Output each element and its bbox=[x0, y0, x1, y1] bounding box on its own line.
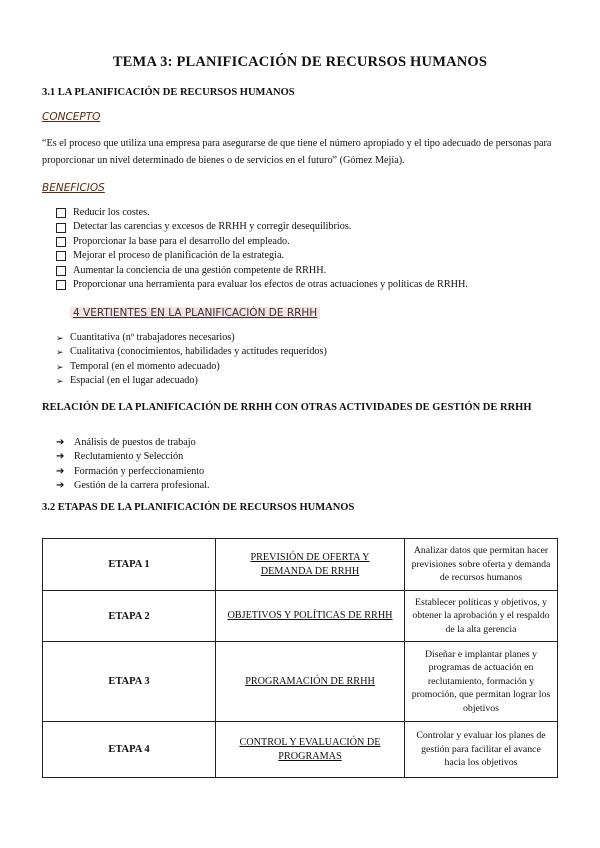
list-item bbox=[56, 264, 468, 278]
relation-text: Reclutamiento y Selección bbox=[74, 451, 184, 463]
list-item bbox=[56, 249, 468, 263]
list-item bbox=[56, 479, 210, 493]
list-item bbox=[56, 374, 327, 388]
page-title: TEMA 3: PLANIFICACIÓN DE RECURSOS HUMANOS bbox=[112, 54, 488, 70]
list-item bbox=[56, 220, 468, 234]
vertiente-text: Cuantitativa (nº trabajadores necesarios) bbox=[70, 332, 235, 343]
table-row bbox=[43, 642, 558, 722]
checkbox-icon bbox=[56, 223, 66, 233]
arrowhead-bullet-icon: ➢ bbox=[56, 376, 64, 387]
vertientes-list bbox=[56, 331, 327, 389]
section-heading-etapas: 3.2 ETAPAS DE LA PLANIFICACIÓN DE RECURSOS HUMANOS bbox=[42, 502, 355, 513]
checkbox-icon bbox=[56, 237, 66, 247]
vertientes-label: 4 VERTIENTES EN LA PLANIFICACIÓN DE RRHH bbox=[70, 307, 320, 319]
stage-name: PREVISIÓN DE OFERTA Y DEMANDA DE RRHH bbox=[216, 539, 405, 591]
benefit-text: Reducir los costes. bbox=[73, 207, 150, 218]
list-item bbox=[56, 331, 327, 345]
list-item bbox=[56, 450, 210, 464]
list-item bbox=[56, 436, 210, 450]
table-row bbox=[43, 539, 558, 591]
checkbox-icon bbox=[56, 280, 66, 290]
list-item bbox=[56, 278, 468, 292]
arrow-right-icon: ➔ bbox=[56, 465, 65, 477]
arrowhead-bullet-icon: ➢ bbox=[56, 361, 64, 372]
list-item bbox=[56, 465, 210, 479]
benefit-text: Mejorar el proceso de planificación de la estrategia. bbox=[73, 250, 285, 262]
relation-text: Formación y perfeccionamiento bbox=[74, 465, 205, 477]
table-row bbox=[43, 591, 558, 642]
checkbox-icon bbox=[56, 251, 66, 261]
arrow-right-icon: ➔ bbox=[56, 437, 65, 448]
section-heading-planificacion: 3.1 LA PLANIFICACIÓN DE RECURSOS HUMANOS bbox=[42, 87, 295, 98]
list-item bbox=[56, 345, 327, 359]
benefit-text: Detectar las carencias y excesos de RRHH y corregir desequilibrios. bbox=[73, 221, 352, 233]
stage-description: Diseñar e implantar planes y programas de actuación en reclutamiento, formación y promoción, que permitan lograr los objetivos bbox=[405, 642, 558, 722]
stages-table bbox=[42, 538, 558, 778]
arrow-right-icon: ➔ bbox=[56, 480, 65, 492]
relation-list bbox=[56, 436, 210, 494]
vertiente-text: Cualitativa (conocimientos, habilidades y actitudes requeridos) bbox=[70, 346, 327, 358]
vertiente-text: Temporal (en el momento adecuado) bbox=[70, 360, 220, 372]
stage-label: ETAPA 2 bbox=[43, 591, 216, 642]
benefits-label: BENEFICIOS bbox=[42, 182, 105, 194]
checkbox-icon bbox=[56, 208, 66, 218]
arrowhead-bullet-icon: ➢ bbox=[56, 333, 64, 343]
concept-text: “Es el proceso que utiliza una empresa para asegurarse de que tiene el número apropiado y el tipo adecuado de personas para proporcionar un nivel determinado de bienes o de servicios en el futuro” (Gómez Mejía). bbox=[42, 138, 552, 166]
arrowhead-bullet-icon: ➢ bbox=[56, 347, 64, 358]
stage-name: OBJETIVOS Y POLÍTICAS DE RRHH bbox=[216, 591, 405, 642]
vertiente-text: Espacial (en el lugar adecuado) bbox=[70, 375, 198, 387]
stage-label: ETAPA 3 bbox=[43, 642, 216, 722]
list-item bbox=[56, 235, 468, 249]
list-item bbox=[56, 360, 327, 374]
benefit-text: Proporcionar una herramienta para evaluar los efectos de otras actuaciones y políticas de RRHH. bbox=[73, 278, 468, 290]
benefit-text: Aumentar la conciencia de una gestión competente de RRHH. bbox=[73, 264, 327, 276]
concept-label: CONCEPTO bbox=[42, 111, 101, 123]
relation-heading: RELACIÓN DE LA PLANIFICACIÓN DE RRHH CON OTRAS ACTIVIDADES DE GESTIÓN DE RRHH bbox=[42, 402, 532, 413]
stage-description: Establecer políticas y objetivos, y obtener la aprobación y el respaldo de la alta gerencia bbox=[405, 591, 558, 642]
relation-text: Análisis de puestos de trabajo bbox=[74, 437, 196, 448]
checkbox-icon bbox=[56, 266, 66, 276]
stage-label: ETAPA 1 bbox=[43, 539, 216, 591]
stage-description: Controlar y evaluar los planes de gestión para facilitar el avance hacia los objetivos bbox=[405, 722, 558, 778]
benefits-list bbox=[56, 206, 468, 292]
stage-description: Analizar datos que permitan hacer previsiones sobre oferta y demanda de recursos humanos bbox=[405, 539, 558, 591]
benefit-text: Proporcionar la base para el desarrollo del empleado. bbox=[73, 235, 290, 247]
arrow-right-icon: ➔ bbox=[56, 451, 65, 463]
relation-text: Gestión de la carrera profesional. bbox=[74, 480, 210, 492]
stage-name: CONTROL Y EVALUACIÓN DE PROGRAMAS bbox=[216, 722, 405, 778]
stage-label: ETAPA 4 bbox=[43, 722, 216, 778]
table-row bbox=[43, 722, 558, 778]
stage-name: PROGRAMACIÓN DE RRHH bbox=[216, 642, 405, 722]
list-item bbox=[56, 206, 468, 220]
